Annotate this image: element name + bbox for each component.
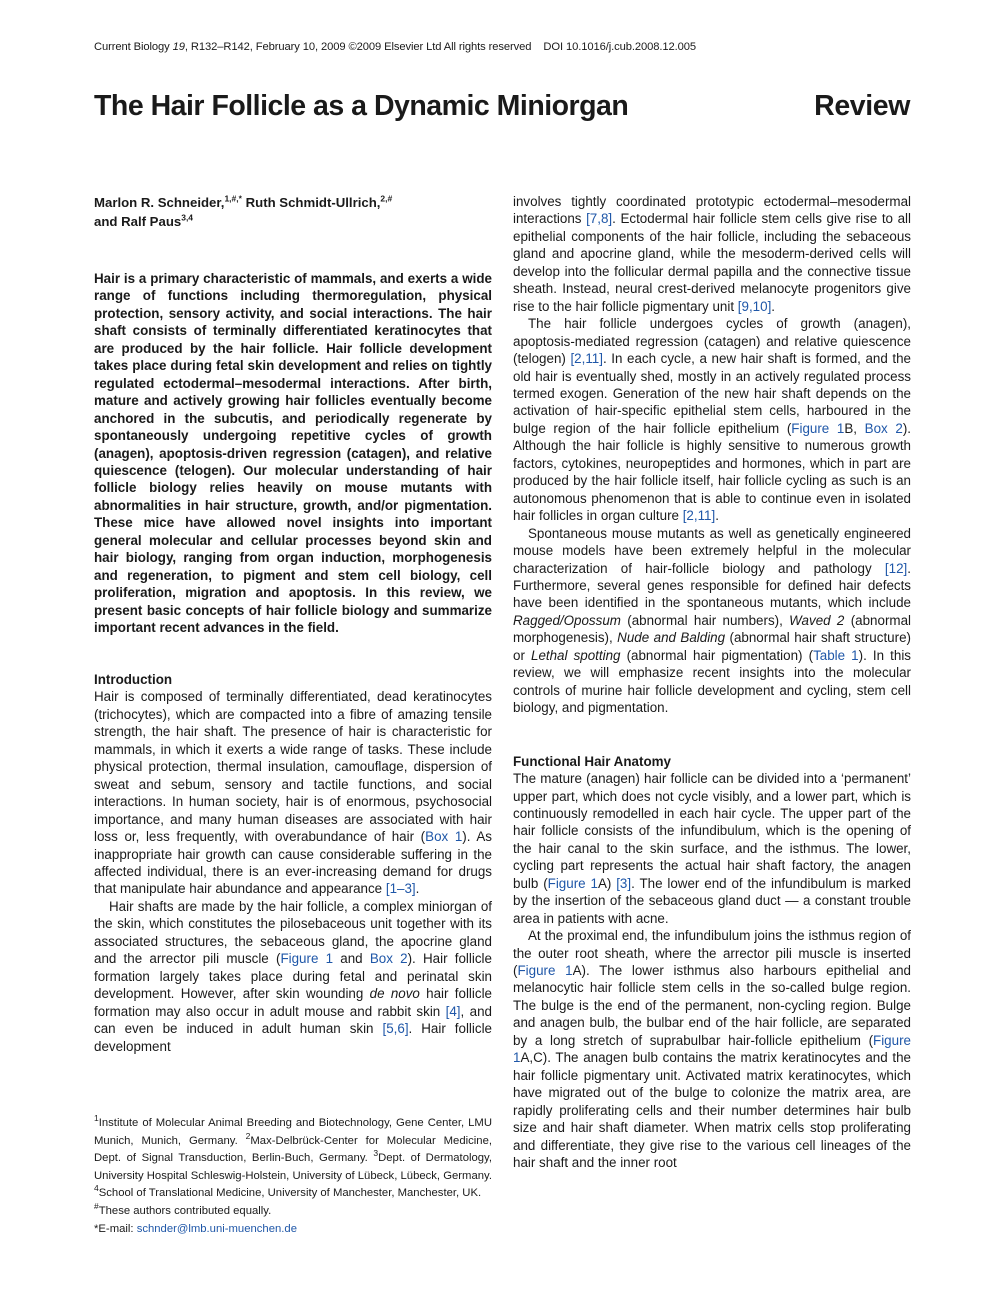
- author-affil: 1,#,*: [224, 193, 242, 204]
- section-heading: Functional Hair Anatomy: [513, 753, 671, 769]
- running-header: [94, 41, 696, 53]
- paragraph: Hair is composed of terminally differentiated, dead keratinocytes (trichocytes), which are compacted into a fibre of amazing tensile strength, the hair shaft. The presence of hair is characteristic for mammals, in which it exerts a wide range of tasks. These include physical protection, thermal insulation, camouflage, dispersion of sweat and sebum, sensory and tactile functions, and social interactions. In human society, hair is of enormous, psychosocial importance, and many human diseases are associated with hair loss or, less frequently, with overabundance of hair (Box 1). As inappropriate hair growth can cause considerable suffering in the affected individual, there is an ever-increasing demand for drugs that manipulate hair abundance and appearance [1–3].: [94, 689, 492, 897]
- reference-link[interactable]: [1–3]: [385, 881, 416, 897]
- reference-link[interactable]: [7,8]: [586, 211, 613, 227]
- article-title: The Hair Follicle as a Dynamic Miniorgan: [94, 90, 629, 122]
- reference-link[interactable]: [2,11]: [682, 508, 716, 524]
- doi: DOI 10.1016/j.cub.2008.12.005: [543, 41, 697, 53]
- figure-link[interactable]: Figure 1: [513, 1032, 911, 1066]
- section-heading: Introduction: [94, 672, 173, 687]
- figure-link[interactable]: Figure 1: [280, 951, 334, 967]
- reference-link[interactable]: [2,11]: [570, 351, 603, 367]
- reference-link[interactable]: [4]: [445, 1003, 461, 1019]
- introduction-section: [94, 671, 492, 1055]
- figure-link[interactable]: Figure 1: [517, 963, 573, 979]
- paragraph: Spontaneous mouse mutants as well as genetically engineered mouse models have been extremely helpful in the molecular characterization of hair-follicle biology and pathology [12]. Furthermore, several genes responsible for defined hair defects have been identified in the spontaneous mutants, which include Ragged/Opossum (abnormal hair numbers), Waved 2 (abnormal morphogenesis), Nude and Balding (abnormal hair shaft structure) or Lethal spotting (abnormal hair pigmentation) (Table 1). In this review, we will emphasize recent insights into the molecular controls of murine hair follicle development and cycling, stem cell biology, and pigmentation.: [513, 525, 911, 716]
- email-link[interactable]: schnder@lmb.uni-muenchen.de: [136, 1222, 297, 1235]
- figure-link[interactable]: Figure 1: [791, 420, 845, 436]
- paragraph: Hair shafts are made by the hair follicle, a complex miniorgan of the skin, which constitutes the pilosebaceous unit together with its associated structures, the sebaceous gland, the apocrine gland and the arrector pili muscle (Figure 1 and Box 2). Hair follicle formation largely takes place during fetal and perinatal skin development. However, after skin wounding de novo hair follicle formation may also occur in adult mouse and rabbit skin [4], and can even be induced in adult human skin [5,6]. Hair follicle development: [94, 898, 492, 1054]
- abstract-text: Hair is a primary characteristic of mammals, and exerts a wide range of functions including thermoregulation, physical protection, sensory activity, and social interactions. The hair shaft consists of terminally differentiated keratinocytes that are produced by the hair follicle. Hair follicle development takes place during fetal skin development and relies on tightly regulated ectodermal–mesodermal interactions. After birth, mature and actively growing hair follicles eventually become anchored in the subcutis, and periodically regenerate by spontaneously undergoing repetitive cycles of growth (anagen), apoptosis-driven regression (catagen), and relative quiescence (telogen). Our molecular understanding of hair follicle biology relies heavily on mouse mutants with abnormalities in hair structure, growth, and/or pigmentation. These mice have allowed novel insights into important general molecular and cellular processes beyond skin and hair biology, ranging from organ induction, morphogenesis and regeneration, to pigment and stem cell biology, cell proliferation, migration and apoptosis. In this review, we present basic concepts of hair follicle biology and summarize important recent advances in the field.: [94, 271, 492, 636]
- author-affil: 3,4: [181, 212, 194, 223]
- author-name: Ruth Schmidt-Ullrich,: [241, 195, 381, 210]
- reference-link[interactable]: [3]: [616, 875, 632, 891]
- figure-link[interactable]: Figure 1: [547, 875, 598, 891]
- author-affil: 2,#: [380, 193, 393, 204]
- journal-name: Current Biology: [94, 41, 170, 53]
- pages-date: , R132–R142, February 10, 2009 ©2009 Elsevier Ltd All rights reserved: [184, 41, 532, 53]
- paragraph: The hair follicle undergoes cycles of growth (anagen), apoptosis-mediated regression (catagen) and relative quiescence (telogen) [2,11]. In each cycle, a new hair shaft is formed, and the old hair is eventually shed, mostly in an actively regulated process termed exogen. Generation of the new hair shaft depends on the activation of hair-specific epithelial stem cells, harboured in the bulge region of the hair follicle epithelium (Figure 1B, Box 2). Although the hair follicle is highly sensitive to numerous growth factors, cytokines, neuropeptides and hormones, which in part are produced by the hair follicle itself, hair follicle cycling as such is an autonomous phenomenon that is able to continue even in isolated hair follicles in organ culture [2,11].: [513, 316, 911, 524]
- journal-volume: 19: [172, 41, 185, 53]
- reference-link[interactable]: [9,10]: [737, 298, 772, 314]
- abstract: [94, 270, 492, 637]
- reference-link[interactable]: [12]: [884, 560, 908, 576]
- paragraph: At the proximal end, the infundibulum joins the isthmus region of the outer root sheath, where the arrector pili muscle is inserted (Figure 1A). The lower isthmus also harbours epithelial and melanocytic hair follicle stem cells in the so-called bulge region. The bulge is the end of the permanent, non-cycling region. Bulge and anagen bulb, the bulbar end of the hair follicle, are separated by a long stretch of suprabulbar hair-follicle epithelium (Figure 1A,C). The anagen bulb contains the matrix keratinocytes and the hair follicle pigmentary unit. Activated matrix keratinocytes, which have migrated out of the bulge to colonize the matrix area, are rapidly proliferating cells and their number determines hair bulb size and hair shaft diameter. When matrix cells stop proliferating and differentiate, they give rise to the various cell lineages of the hair shaft and the inner root: [513, 928, 912, 1171]
- affiliations-footnote: $^1$Institute of Molecular Animal Breeding and Biotechnology, Gene Center, LMU Munich, Munich, Germany. $^2$Max-Delbrück-Center for Molecular Medicine, Dept. of Signal Transduction, Berlin-Buch, Germany. $^3$Dept. of Dermatology, University Hospital Schleswig-Holstein, University of Lübeck, Lübeck, Germany. $^4$School of Translational Medicine, University of Manchester, Manchester, UK. #These authors contributed equally. *E-mail: schnder@lmb.uni-muenchen.de: [94, 1113, 492, 1235]
- paragraph: The mature (anagen) hair follicle can be divided into a ‘permanent’ upper part, which does not cycle visibly, and a lower part, which is continuously remodelled in each hair cycle. The upper part of the hair follicle consists of the infundibulum, which is the opening of the hair canal to the skin surface, and the isthmus. The lower, cycling part represents the actual hair shaft factory, the anagen bulb (Figure 1A) [3]. The lower end of the infundibulum is marked by the insertion of the sebaceous gland duct — a constant trouble area in patients with acne.: [513, 771, 911, 926]
- box-link[interactable]: Box 2: [369, 951, 408, 967]
- author-name: and Ralf Paus: [94, 213, 182, 229]
- table-link[interactable]: Table 1: [813, 647, 859, 663]
- paragraph: involves tightly coordinated prototypic ectodermal–mesodermal interactions [7,8]. Ectodermal hair follicle stem cells give rise to all epithelial components of the hair follicle, including the sebaceous gland and apocrine gland, while the mesoderm-derived cells will develop into the follicular dermal papilla and the connective tissue sheath. Instead, neural crest-derived melanocyte progenitors give rise to the hair follicle pigmentary unit [9,10].: [513, 194, 911, 314]
- author-list: [94, 194, 494, 231]
- box-link[interactable]: Box 2: [864, 420, 903, 436]
- right-column: [513, 193, 911, 1171]
- author-name: Marlon R. Schneider,: [94, 195, 225, 210]
- section-label: Review: [814, 90, 910, 122]
- reference-link[interactable]: [5,6]: [382, 1021, 409, 1037]
- box-link[interactable]: Box 1: [425, 829, 463, 845]
